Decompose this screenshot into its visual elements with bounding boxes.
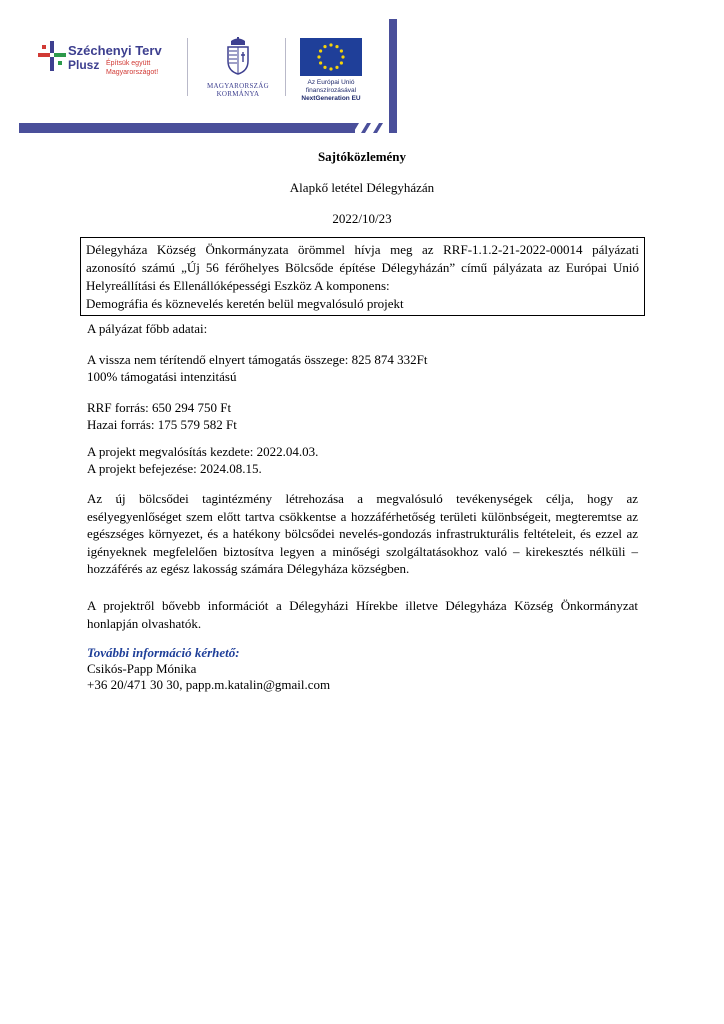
eu-star xyxy=(329,43,332,46)
eu-star xyxy=(340,49,343,52)
eu-star xyxy=(319,61,322,64)
rrf-source: RRF forrás: 650 294 750 Ft xyxy=(87,400,232,415)
government-line-2: KORMÁNYA xyxy=(216,90,260,98)
tagline-line-1: Építsük együtt xyxy=(106,60,151,67)
eu-star xyxy=(317,55,320,58)
eu-star xyxy=(341,55,344,58)
info-line-1: A projektről bővebb információt a Délegyházi Hírekbe illetve Délegyháza Község Önkormányzat xyxy=(87,598,638,613)
details-heading: A pályázat főbb adatai: xyxy=(87,321,208,336)
banner-bottom-bar xyxy=(19,123,355,133)
project-start: A projekt megvalósítás kezdete: 2022.04.03. xyxy=(87,444,319,459)
eu-star xyxy=(323,66,326,69)
eu-line-2: finanszírozásával xyxy=(305,87,357,94)
eu-star xyxy=(319,49,322,52)
goal-line-3: egészséges környezet, és a hatékony bölcsődei nevelés-gondozás infrastrukturális feltételeit, és ezzel az xyxy=(87,526,638,542)
eu-line-1: Az Európai Unió xyxy=(307,79,355,86)
header-banner xyxy=(0,0,724,140)
szechenyi-terv-logo xyxy=(38,38,178,98)
document-title: Alapkő letétel Délegyházán xyxy=(289,180,435,195)
project-end: A projekt befejezése: 2024.08.15. xyxy=(87,461,262,476)
szechenyi-title: Széchenyi Terv xyxy=(68,43,162,58)
logo-divider-2 xyxy=(285,38,286,96)
eu-star xyxy=(335,66,338,69)
info-line-2: honlapján olvashatók. xyxy=(87,615,202,631)
eu-text xyxy=(296,79,366,103)
goal-line-2: esélyegyenlőséget szem előtt tartva csökkentse a hozzáférhetőség területi különbségeit, megteremtse az xyxy=(87,508,638,524)
goal-line-4: igényeknek megfelelően biztosítva legyen a minőségi szolgáltatásokhoz való – kirekesztés nélküli – xyxy=(87,543,638,559)
coat-of-arms-icon xyxy=(225,37,251,75)
eu-flag-icon xyxy=(300,38,362,76)
goal-paragraph xyxy=(87,490,638,578)
eu-star xyxy=(329,67,332,70)
eu-star xyxy=(340,61,343,64)
hungarian-government-logo xyxy=(200,37,276,101)
domestic-source: Hazai forrás: 175 579 582 Ft xyxy=(87,417,237,432)
intro-box xyxy=(80,237,645,316)
eu-program: NextGeneration EU xyxy=(301,95,361,102)
szechenyi-plusz: Plusz xyxy=(68,58,100,72)
goal-line-1: Az új bölcsődei tagintézmény létrehozása a megvalósuló tevékenységek célja, hogy az xyxy=(87,491,638,506)
banner-stripes-decoration xyxy=(349,123,397,133)
eu-funding-logo xyxy=(296,38,366,110)
intro-line-2: azonosító számú „Új 56 férőhelyes Bölcsőde építése Délegyházán” című pályázata az Európai Unió xyxy=(86,260,639,275)
intro-line-3: Helyreállítási és Ellenállóképességi Eszköz A komponens: xyxy=(86,278,390,293)
contact-details: +36 20/471 30 30, papp.m.katalin@gmail.com xyxy=(87,677,331,692)
goal-line-5: hozzáférés az egész lakosság számára Délegyháza községben. xyxy=(87,561,410,577)
document-date: 2022/10/23 xyxy=(332,211,392,226)
logo-divider xyxy=(187,38,188,96)
info-paragraph xyxy=(87,597,638,632)
government-line-1: MAGYARORSZÁG xyxy=(207,82,269,90)
support-intensity: 100% támogatási intenzitású xyxy=(87,369,237,384)
grant-amount: A vissza nem térítendő elnyert támogatás összege: 825 874 332Ft xyxy=(87,352,428,367)
intro-line-1: Délegyháza Község Önkormányzata örömmel hívja meg az RRF-1.1.2-21-2022-00014 pályázati xyxy=(86,242,639,257)
government-text xyxy=(200,82,276,98)
contact-name: Csikós-Papp Mónika xyxy=(87,661,197,676)
szechenyi-tagline xyxy=(106,59,158,77)
press-release-heading: Sajtóközlemény xyxy=(317,149,407,164)
banner-right-bar xyxy=(389,19,397,133)
contact-heading: További információ kérhető: xyxy=(87,645,240,660)
szechenyi-cross-icon xyxy=(38,41,66,75)
intro-line-4: Demográfia és köznevelés keretén belül megvalósuló projekt xyxy=(86,296,404,311)
eu-star xyxy=(335,45,338,48)
tagline-line-2: Magyarországot! xyxy=(106,69,159,76)
eu-star xyxy=(323,45,326,48)
